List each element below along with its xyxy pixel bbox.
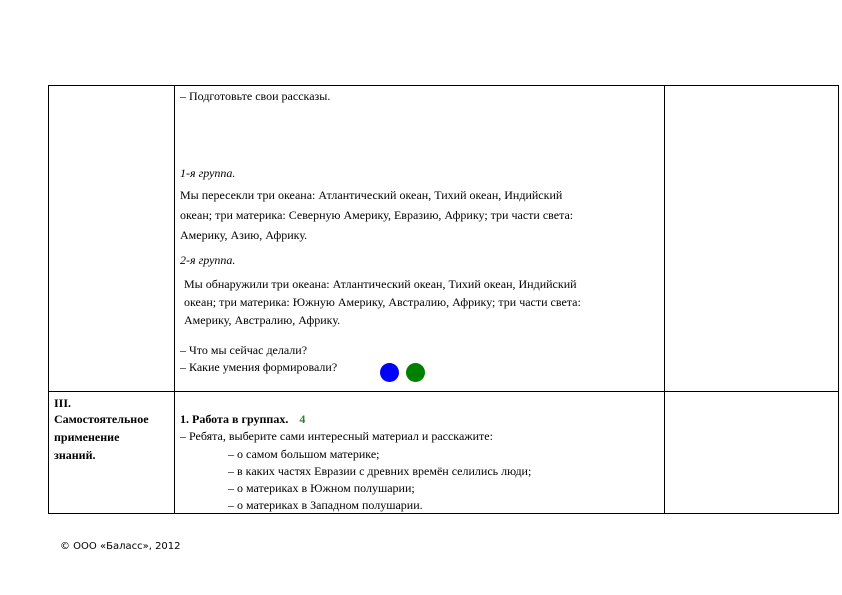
question-which-skills: – Какие умения формировали?: [180, 360, 338, 374]
green-circle-icon: [406, 363, 425, 382]
task-intro: – Ребята, выберите сами интересный материал и расскажите:: [180, 429, 493, 443]
group2-title: 2-я группа.: [180, 253, 236, 267]
stage-title-line-3: знаний.: [54, 448, 96, 462]
table-top-border: [48, 85, 839, 86]
instruction-text: – Подготовьте свои рассказы.: [180, 89, 331, 103]
group1-line-3: Америку, Азию, Африку.: [180, 228, 308, 242]
stage-number: III.: [54, 396, 72, 410]
task-item-4: – о материках в Западном полушарии.: [228, 498, 423, 512]
stage-title-line-1: Самостоятельное: [54, 412, 149, 426]
table-column-divider-1: [174, 85, 175, 514]
blue-circle-icon: [380, 363, 399, 382]
task-item-3: – о материках в Южном полушарии;: [228, 481, 415, 495]
table-right-border: [838, 85, 839, 514]
group2-line-1: Мы обнаружили три океана: Атлантический океан, Тихий океан, Индийский: [184, 277, 577, 291]
group1-line-2: океан; три материка: Северную Америку, Евразию, Африку; три части света:: [180, 208, 574, 222]
table-bottom-border: [48, 513, 839, 514]
stage-title-line-2: применение: [54, 430, 120, 444]
group1-line-1: Мы пересекли три океана: Атлантический океан, Тихий океан, Индийский: [180, 188, 563, 202]
group2-line-3: Америку, Австралию, Африку.: [184, 313, 341, 327]
task-item-2: – в каких частях Евразии с древних времён селились люди;: [228, 464, 532, 478]
copyright-footer: © ООО «Баласс», 2012: [60, 541, 181, 552]
question-what-did-we-do: – Что мы сейчас делали?: [180, 343, 308, 357]
task-title: 1. Работа в группах.: [180, 412, 289, 426]
table-column-divider-2: [664, 85, 665, 514]
group1-title: 1-я группа.: [180, 166, 236, 180]
table-left-border: [48, 85, 49, 514]
group2-line-2: океан; три материка: Южную Америку, Австралию, Африку; три части света:: [184, 295, 581, 309]
task-heading: [180, 412, 305, 427]
task-item-1: – о самом большом материке;: [228, 447, 380, 461]
table-row-divider: [48, 391, 839, 392]
task-number: 4: [299, 412, 306, 426]
